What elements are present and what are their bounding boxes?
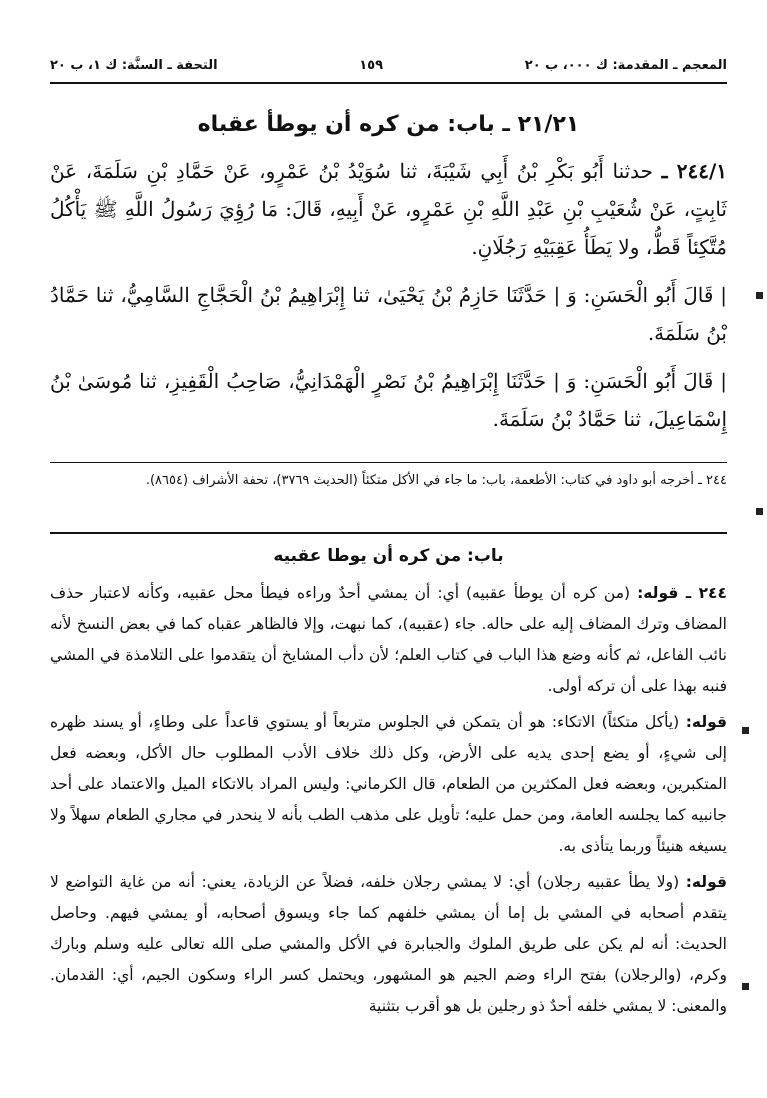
footnote: ٢٤٤ ـ أخرجه أبو داود في كتاب: الأطعمة، باب: ما جاء في الأكل متكئاً (الحديث ٣٧٦٩)، تحفة الأشراف (٨٦٥٤). (145, 473, 727, 488)
commentary-text-3: (ولا يطأ عقبيه رجلان) أي: لا يمشي رجلان خلفه، فضلاً عن الزيادة، يعني: أنه من غاية التواضع لا يتقدم أصحابه في المشي بل إما أن يمشي خلفهم كما جاء ويسوق أصحابه، أو يمشي فيهم. وحاصل الحديث: أنه لم يكن على طريق الملوك والجبابرة في الأكل والمشي صلى الله تعالى عليه وسلم وبارك وكرم، (والرجلان) بفتح الراء وضم الجيم هو المشهور، ويحتمل كسر الراء وسكون الجيم، أي: القدمان. والمعنى: لا يمشي خلفه أحدٌ ذو رجلين بل هو أقرب بتثنية (50, 873, 727, 1015)
commentary-rule (50, 532, 727, 534)
page-number: ١٥٩ (359, 57, 384, 73)
running-header (50, 52, 727, 78)
isnad-2: | قَالَ أَبُو الْحَسَنِ: وَ | حَدَّثَنَا إِبْرَاهِيمُ بْنُ نَصْرٍ الْهَمْدَانِيُّ، صَاحِبُ الْقَفِيزِ، ثنا مُوسَىٰ بْنُ إِسْمَاعِيلَ، ثنا حَمَّادُ بْنُ سَلَمَةَ. (50, 369, 727, 431)
commentary-text-1: (من كره أن يوطأ عقبيه) أي: أن يمشي أحدٌ وراءه فيطأ محل عقبيه، وكأنه لاعتبار حذف المضاف وترك المضاف إليه على حاله. جاء (عقبيه)، كما نبهت، وإلا فالظاهر عقباه كما في بعض النسخ لأنه نائب الفاعل، ثم كأنه وضع هذا الباب في كتاب العلم؛ لأن دأب المشايخ أن يتقدموا على التلامذة في المشي فنبه بهذا على أن تركه أولى. (50, 584, 727, 695)
footnote-rule (50, 462, 727, 463)
commentary-label-1: ٢٤٤ ـ قوله: (637, 584, 727, 602)
hadith-main (50, 152, 727, 266)
commentary-title: باب: من كره أن يوطا عقبيه (273, 546, 504, 566)
commentary-text-2: (يأكل متكئاً) الاتكاء: هو أن يتمكن في الجلوس متربعاً أو يستوي قاعداً على وطاءٍ، أو يسند ظهره إلى شيءٍ، أو يضع إحدى يديه على الأرض، وكل ذلك خلاف الأدب المطلوب حال الأكل، وبعضه فعل المتكبرين، وبعضه فعل المكثرين من الطعام، قال الكرماني: وليس المراد بالاتكاء الميل والاعتماد على أحد جانبيه كما يجلسه العامة، ومن حمل عليه؛ تأويل على مذهب الطب بأنه لا ينحدر في مجاري الطعام سهلاً ولا يسيغه هنيئاً وربما يتأذى به. (50, 713, 727, 855)
header-left: التحفة ـ السنَّة: ك ١، ب ٢٠ (50, 57, 218, 73)
hadith-text: حدثنا أَبُو بَكْرِ بْنُ أَبِي شَيْبَةَ، ثنا سُوَيْدُ بْنُ عَمْرٍو، عَنْ حَمَّادِ بْنِ سَلَمَةَ، عَنْ ثَابِتٍ، عَنْ شُعَيْبِ بْنِ عَبْدِ اللَّهِ بْنِ عَمْرٍو، عَنْ أَبِيهِ، قَالَ: مَا رُؤِيَ رَسُولُ اللَّهِ ﷺ يَأْكُلُ مُتَّكِئاً قَطُّ، ولا يَطَأُ عَقِبَيْهِ رَجُلَانِ. (50, 159, 727, 259)
hadith-block (50, 152, 727, 448)
margin-mark-icon (742, 727, 749, 734)
header-rule (50, 82, 727, 84)
hadith-number: ٢٤٤/١ ـ (661, 159, 727, 183)
commentary-label-3: قوله: (685, 873, 727, 891)
margin-mark-icon (742, 983, 749, 990)
commentary-paragraph-1 (50, 578, 727, 702)
commentary-label-2: قوله: (685, 713, 728, 731)
isnad-1: | قَالَ أَبُو الْحَسَنِ: وَ | حَدَّثَنَا حَازِمُ بْنُ يَحْيَىٰ، ثنا إِبْرَاهِيمُ بْنُ الْحَجَّاجِ السَّامِيُّ، ثنا حَمَّادُ بْنُ سَلَمَةَ. (50, 283, 727, 345)
margin-mark-icon (756, 292, 763, 299)
commentary-block (50, 578, 727, 1027)
margin-mark-icon (756, 508, 763, 515)
commentary-paragraph-2 (50, 707, 727, 862)
header-right: المعجم ـ المقدمة: ك ٠٠٠، ب ٢٠ (524, 57, 727, 73)
chapter-title: ٢١/٢١ ـ باب: من كره أن يوطأ عقباه (197, 112, 580, 137)
commentary-paragraph-3 (50, 867, 727, 1022)
